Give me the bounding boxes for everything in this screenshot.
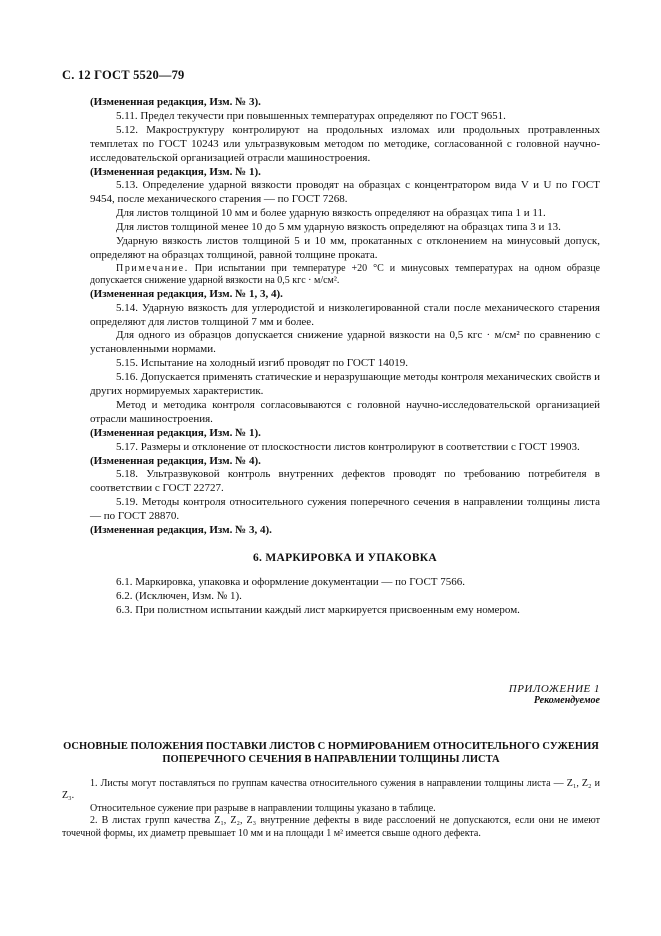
note bbox=[90, 263, 600, 288]
clause-paragraph: Для листов толщиной менее 10 до 5 мм ударную вязкость определяют на образцах типа 3 и 13. bbox=[116, 221, 561, 234]
appendix-title: ОСНОВНЫЕ ПОЛОЖЕНИЯ ПОСТАВКИ ЛИСТОВ С НОРМИРОВАНИЕМ ОТНОСИТЕЛЬНОГО СУЖЕНИЯ ПОПЕРЕЧНОГО СЕЧЕНИЯ В НАПРАВЛЕНИИ ТОЛЩИНЫ ЛИСТА bbox=[63, 741, 599, 765]
appendix-paragraph: 2. В листах групп качества Z₁, Z₂, Z₃ внутренние дефекты в виде расслоений не допускаются, если они не имеют точечной формы, их диаметр превышает 10 мм и на площади 1 м² имеется свыше одного дефекта. bbox=[62, 815, 600, 839]
appendix-status: Рекомендуемое bbox=[533, 695, 600, 706]
clause-5-17: 5.17. Размеры и отклонение от плоскостности листов контролируют в соответствии с ГОСТ 19903. bbox=[116, 440, 580, 453]
clause-paragraph: Ударную вязкость листов толщиной 5 и 10 мм, прокатанных с отклонением на минусовый допуск, определяют на образцах толщиной, равной толщине проката. bbox=[90, 235, 600, 261]
clause-5-18: 5.18. Ультразвуковой контроль внутренних дефектов проводят по требованию потребителя в соответствии с ГОСТ 22727. bbox=[90, 468, 600, 495]
clause-paragraph: Метод и методика контроля согласовываются с головной научно-исследовательской организацией отрасли машиностроения. bbox=[90, 398, 600, 425]
note-label: Примечание. bbox=[116, 262, 189, 274]
revision-note: (Измененная редакция, Изм. № 1). bbox=[90, 165, 261, 178]
clause-6-2: 6.2. (Исключен, Изм. № 1). bbox=[116, 589, 242, 602]
clause-5-12: 5.12. Макроструктуру контролируют на продольных изломах или продольных протравленных темплетах по ГОСТ 10243 или ультразвуковым методом по методике, согласованной с головной научно-исследовательской организацией отрасли машиностроения. bbox=[90, 123, 600, 164]
clause-5-14: 5.14. Ударную вязкость для углеродистой и низколегированной стали после механического старения определяют для листов толщиной 7 мм и более. bbox=[90, 301, 600, 328]
clause-5-16: 5.16. Допускается применять статические и неразрушающие методы контроля механических свойств и других нормируемых характеристик. bbox=[90, 371, 600, 398]
clause-5-15: 5.15. Испытание на холодный изгиб проводят по ГОСТ 14019. bbox=[116, 357, 408, 370]
appendix-paragraph: Относительное сужение при разрыве в направлении толщины указано в таблице. bbox=[90, 802, 436, 814]
clause-paragraph: Для листов толщиной 10 мм и более ударную вязкость определяют на образцах типа 1 и 11. bbox=[116, 207, 546, 220]
page-header: С. 12 ГОСТ 5520—79 bbox=[62, 68, 185, 82]
revision-note: (Измененная редакция, Изм. № 3, 4). bbox=[90, 524, 272, 537]
appendix-label-block bbox=[509, 683, 600, 706]
appendix-body bbox=[62, 778, 600, 840]
clause-5-19: 5.19. Методы контроля относительного сужения поперечного сечения в направлении толщины листа — по ГОСТ 28870. bbox=[90, 496, 600, 523]
revision-note: (Измененная редакция, Изм. № 1). bbox=[90, 426, 261, 439]
clause-5-13: 5.13. Определение ударной вязкости проводят на образцах с концентратором вида V и U по ГОСТ 9454, после механического старения — по ГОСТ 7268. bbox=[90, 179, 600, 206]
revision-note: (Измененная редакция, Изм. № 1, 3, 4). bbox=[90, 287, 283, 300]
revision-note: (Измененная редакция, Изм. № 3). bbox=[90, 96, 261, 108]
appendix-paragraph: 1. Листы могут поставляться по группам качества относительного сужения в направлении толщины листа — Z₁, Z₂ и Z₃. bbox=[62, 778, 600, 802]
clause-paragraph: Для одного из образцов допускается снижение ударной вязкости на 0,5 кгс · м/см² по сравнению с установленными нормами. bbox=[90, 329, 600, 356]
clause-5-11: 5.11. Предел текучести при повышенных температурах определяют по ГОСТ 9651. bbox=[116, 109, 506, 122]
clause-6-1: 6.1. Маркировка, упаковка и оформление документации — по ГОСТ 7566. bbox=[116, 576, 466, 588]
revision-note: (Измененная редакция, Изм. № 4). bbox=[90, 454, 261, 467]
clause-6-3: 6.3. При полистном испытании каждый лист маркируется присвоенным ему номером. bbox=[116, 603, 520, 616]
main-content bbox=[90, 96, 600, 618]
section-title: 6. МАРКИРОВКА И УПАКОВКА bbox=[252, 552, 438, 564]
appendix-label: ПРИЛОЖЕНИЕ 1 bbox=[508, 683, 600, 695]
note-text: При испытании при температуре +20 °С и минусовых температурах на одном образце допускается снижение ударной вязкости на 0,5 кгс · м/см². bbox=[90, 262, 600, 287]
